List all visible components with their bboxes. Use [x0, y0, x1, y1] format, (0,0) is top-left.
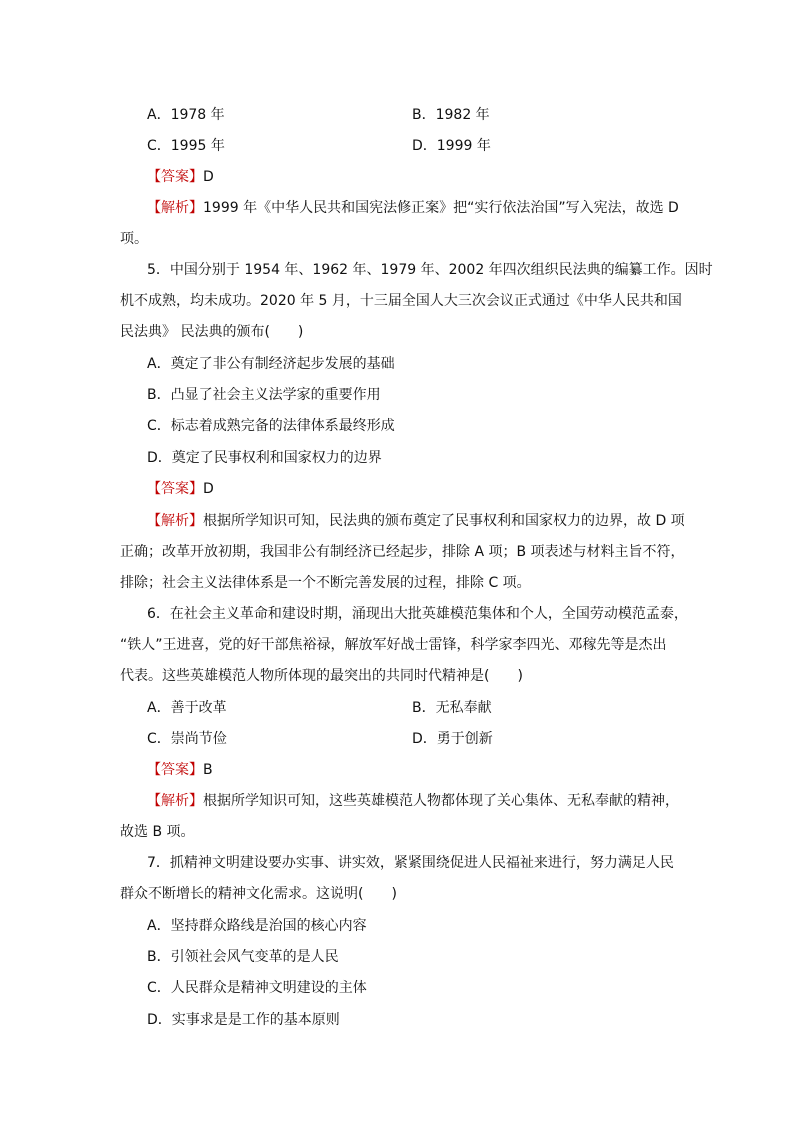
q4-answer [147, 166, 214, 186]
q4-option-b: B．1982 年 [412, 107, 490, 123]
q4-analysis-line-2: 项。 [120, 231, 148, 247]
answer-value: B [203, 762, 213, 778]
q4-option-d: D．1999 年 [412, 138, 491, 154]
q7-stem-line-1: 7．抓精神文明建设要办实事、讲实效，紧紧围绕促进人民福祉来进行，努力满足人民 [147, 855, 674, 871]
q5-analysis-line-3: 排除；社会主义法律体系是一个不断完善发展的过程，排除 C 项。 [120, 575, 531, 591]
q7-option-b: B．引领社会风气变革的是人民 [147, 949, 339, 965]
q6-answer [147, 759, 213, 779]
q6-option-b: B．无私奉献 [412, 700, 492, 716]
q4-option-a: A．1978 年 [147, 107, 225, 123]
q7-stem-line-2: 群众不断增长的精神文化需求。这说明( ) [120, 886, 397, 902]
q5-analysis-line-2: 正确；改革开放初期，我国非公有制经济已经起步，排除 A 项；B 项表述与材料主旨不符， [120, 544, 685, 560]
q6-analysis-line-1: 【解析】根据所学知识可知，这些英雄模范人物都体现了关心集体、无私奉献的精神， [147, 793, 679, 809]
answer-value: D [203, 169, 214, 185]
q5-stem-line-2: 机不成熟，均未成功。2020 年 5 月，十三届全国人大三次会议正式通过《中华人民共和国 [120, 293, 682, 309]
q7-option-a: A．坚持群众路线是治国的核心内容 [147, 918, 367, 934]
q5-answer [147, 478, 214, 498]
q5-stem-line-3: 民法典》 民法典的颁布( ) [120, 324, 304, 340]
answer-tag: 【答案】 [147, 169, 203, 185]
q6-stem-line-1: 6．在社会主义革命和建设时期，涌现出大批英雄模范集体和个人，全国劳动模范孟泰， [147, 606, 688, 622]
q7-option-c: C．人民群众是精神文明建设的主体 [147, 980, 367, 996]
q6-analysis-line-2: 故选 B 项。 [120, 824, 195, 840]
q6-option-d: D．勇于创新 [412, 731, 493, 747]
q6-stem-line-3: 代表。这些英雄模范人物所体现的最突出的共同时代精神是( ) [120, 668, 523, 684]
q5-option-c: C．标志着成熟完备的法律体系最终形成 [147, 418, 395, 434]
analysis-tag: 【解析】 [147, 793, 203, 809]
q4-option-c: C．1995 年 [147, 138, 225, 154]
q5-stem-line-1: 5．中国分别于 1954 年、1962 年、1979 年、2002 年四次组织民法典的编纂工作。因时 [147, 262, 713, 278]
q4-analysis-line-1: 【解析】1999 年《中华人民共和国宪法修正案》把“实行依法治国”写入宪法，故选 D [147, 200, 679, 216]
analysis-tag: 【解析】 [147, 200, 203, 216]
answer-tag: 【答案】 [147, 481, 203, 497]
answer-tag: 【答案】 [147, 762, 203, 778]
q5-analysis-line-1: 【解析】根据所学知识可知，民法典的颁布奠定了民事权利和国家权力的边界，故 D 项 [147, 513, 685, 529]
analysis-tag: 【解析】 [147, 513, 203, 529]
answer-value: D [203, 481, 214, 497]
q6-option-c: C．崇尚节俭 [147, 731, 227, 747]
q6-option-a: A．善于改革 [147, 700, 227, 716]
q6-stem-line-2: “铁人”王进喜，党的好干部焦裕禄，解放军好战士雷锋，科学家李四光、邓稼先等是杰出 [120, 637, 667, 653]
q5-option-b: B．凸显了社会主义法学家的重要作用 [147, 387, 381, 403]
q7-option-d: D．实事求是是工作的基本原则 [147, 1012, 340, 1028]
q5-option-d: D．奠定了民事权利和国家权力的边界 [147, 450, 382, 466]
q5-option-a: A．奠定了非公有制经济起步发展的基础 [147, 356, 395, 372]
